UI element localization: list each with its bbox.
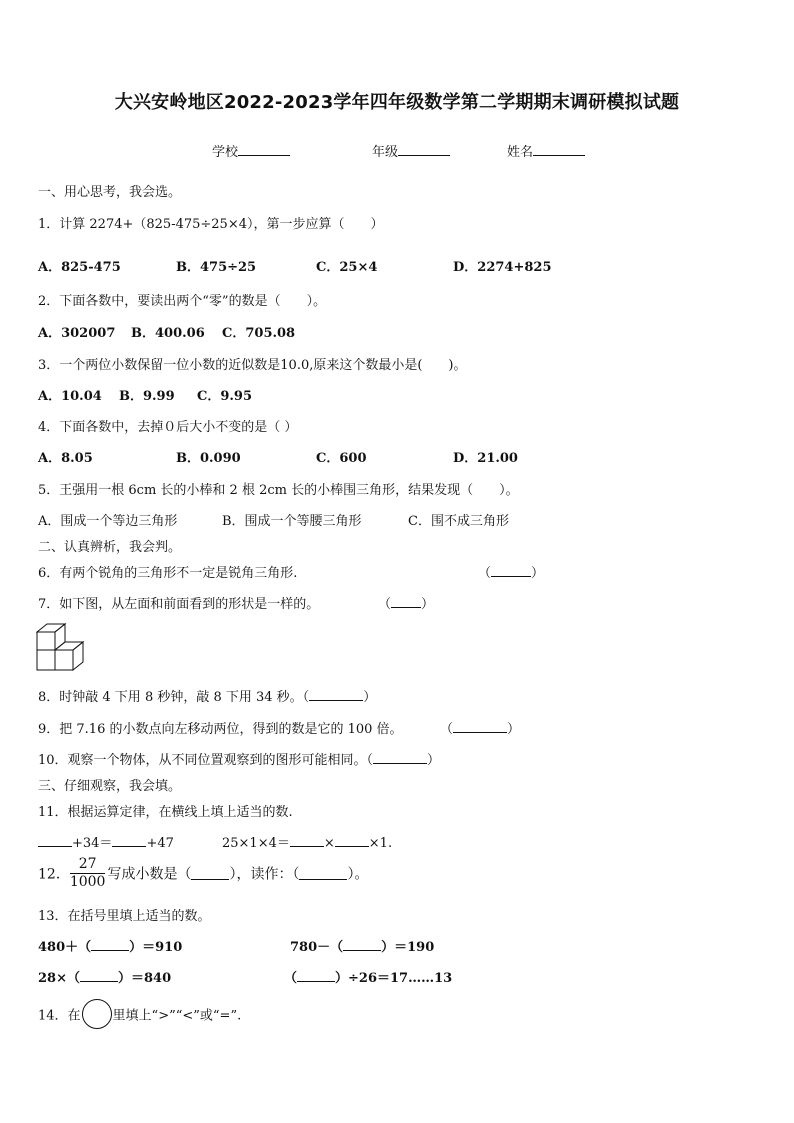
grade-label: 年级 xyxy=(372,145,399,160)
question-9: 9．把 7.16 的小数点向左移动两位，得到的数是它的 100 倍。 xyxy=(38,722,403,737)
q12-decimal-blank[interactable] xyxy=(191,867,229,880)
q13-eq-d: （ ）÷26＝17……13 xyxy=(284,971,453,986)
q5-option-c[interactable]: C．围不成三角形 xyxy=(408,514,509,529)
q13-d-blank[interactable] xyxy=(297,969,335,982)
question-11: 11．根据运算定律，在横线上填上适当的数. xyxy=(38,805,293,820)
question-2: 2．下面各数中，要读出两个“零”的数是（ ）。 xyxy=(38,294,327,309)
question-14: 14．在 里填上“>”“<”或“=”. xyxy=(38,999,241,1029)
q2-option-b[interactable]: B．400.06 xyxy=(131,326,205,341)
q6-answer-blank[interactable] xyxy=(491,564,531,577)
q4-option-d[interactable]: D．21.00 xyxy=(453,451,518,466)
question-8: 8．时钟敲 4 下用 8 秒钟，敲 8 下用 34 秒。（ ） xyxy=(38,690,377,705)
question-5: 5．王强用一根 6cm 长的小棒和 2 根 2cm 长的小棒围三角形，结果发现（ ）。 xyxy=(38,483,519,498)
q13-eq-c: 28×（ ）＝840 xyxy=(38,971,172,986)
q13-b-blank[interactable] xyxy=(343,938,381,951)
q11-eq2-blank-2[interactable] xyxy=(335,834,369,847)
q11-eq1-blank-1[interactable] xyxy=(38,834,72,847)
q1-option-a[interactable]: A．825-475 xyxy=(38,260,121,275)
q3-option-a[interactable]: A．10.04 xyxy=(38,389,102,404)
q13-a-blank[interactable] xyxy=(91,938,129,951)
q7-answer: （ ） xyxy=(378,597,435,612)
question-1: 1．计算 2274+（825-475÷25×4），第一步应算（ ） xyxy=(38,217,384,232)
q1-option-b[interactable]: B．475÷25 xyxy=(176,260,257,275)
q11-equation-1: +34＝ +47 xyxy=(38,832,174,851)
page-title: 大兴安岭地区2022-2023学年四年级数学第二学期期末调研模拟试题 xyxy=(114,92,680,113)
question-7: 7．如下图，从左面和前面看到的形状是一样的。 xyxy=(38,597,320,612)
q13-c-blank[interactable] xyxy=(80,969,118,982)
q11-eq1-blank-2[interactable] xyxy=(112,834,146,847)
cube-stack-figure xyxy=(36,623,90,673)
school-label: 学校 xyxy=(212,145,239,160)
q13-eq-b: 780－（ ）＝190 xyxy=(290,940,435,955)
question-6: 6．有两个锐角的三角形不一定是锐角三角形. xyxy=(38,566,298,581)
section-3-heading: 三、仔细观察，我会填。 xyxy=(38,779,182,794)
q11-equation-2: 25×1×4＝ × ×1. xyxy=(222,836,393,851)
q5-option-a[interactable]: A．围成一个等边三角形 xyxy=(38,514,178,529)
question-10: 10．观察一个物体，从不同位置观察到的图形可能相同。（ ） xyxy=(38,753,441,768)
section-1-heading: 一、用心思考，我会选。 xyxy=(38,185,182,200)
q9-answer-blank[interactable] xyxy=(453,720,507,733)
section-2-heading: 二、认真辨析，我会判。 xyxy=(38,540,182,555)
q8-answer-blank[interactable] xyxy=(309,688,363,701)
q2-option-c[interactable]: C．705.08 xyxy=(222,326,296,341)
grade-field xyxy=(372,141,450,160)
q9-answer: （ ） xyxy=(440,722,521,737)
q10-answer-blank[interactable] xyxy=(373,751,427,764)
q12-fraction: $\frac{27}{1000}$ xyxy=(69,856,106,890)
school-field xyxy=(212,141,290,160)
question-3: 3．一个两位小数保留一位小数的近似数是10.0,原来这个数最小是( )。 xyxy=(38,358,467,373)
q4-option-b[interactable]: B．0.090 xyxy=(176,451,241,466)
question-4: 4．下面各数中，去掉０后大小不变的是（ ） xyxy=(38,420,298,435)
school-blank[interactable] xyxy=(238,143,290,156)
q5-option-b[interactable]: B．围成一个等腰三角形 xyxy=(222,514,362,529)
q3-option-b[interactable]: B．9.99 xyxy=(119,389,175,404)
q1-option-c[interactable]: C．25×4 xyxy=(316,260,378,275)
name-label: 姓名 xyxy=(507,145,534,160)
q3-option-c[interactable]: C．9.95 xyxy=(197,389,253,404)
q12-reading-blank[interactable] xyxy=(299,867,347,880)
name-blank[interactable] xyxy=(533,143,585,156)
q4-option-a[interactable]: A．8.05 xyxy=(38,451,93,466)
q11-eq2-blank-1[interactable] xyxy=(290,834,324,847)
compare-circle-icon[interactable] xyxy=(82,999,112,1029)
q7-answer-blank[interactable] xyxy=(391,595,421,608)
question-13: 13．在括号里填上适当的数。 xyxy=(38,909,211,924)
q2-option-a[interactable]: A．302007 xyxy=(38,326,116,341)
q13-eq-a: 480＋（ ）＝910 xyxy=(38,940,183,955)
q6-answer: （ ） xyxy=(478,566,545,581)
grade-blank[interactable] xyxy=(398,143,450,156)
question-12: 12． $\frac{27}{1000}$ 写成小数是（ ），读作：（ ）。 xyxy=(38,856,369,890)
q1-option-d[interactable]: D．2274+825 xyxy=(453,260,552,275)
q4-option-c[interactable]: C．600 xyxy=(316,451,367,466)
name-field xyxy=(507,141,585,160)
